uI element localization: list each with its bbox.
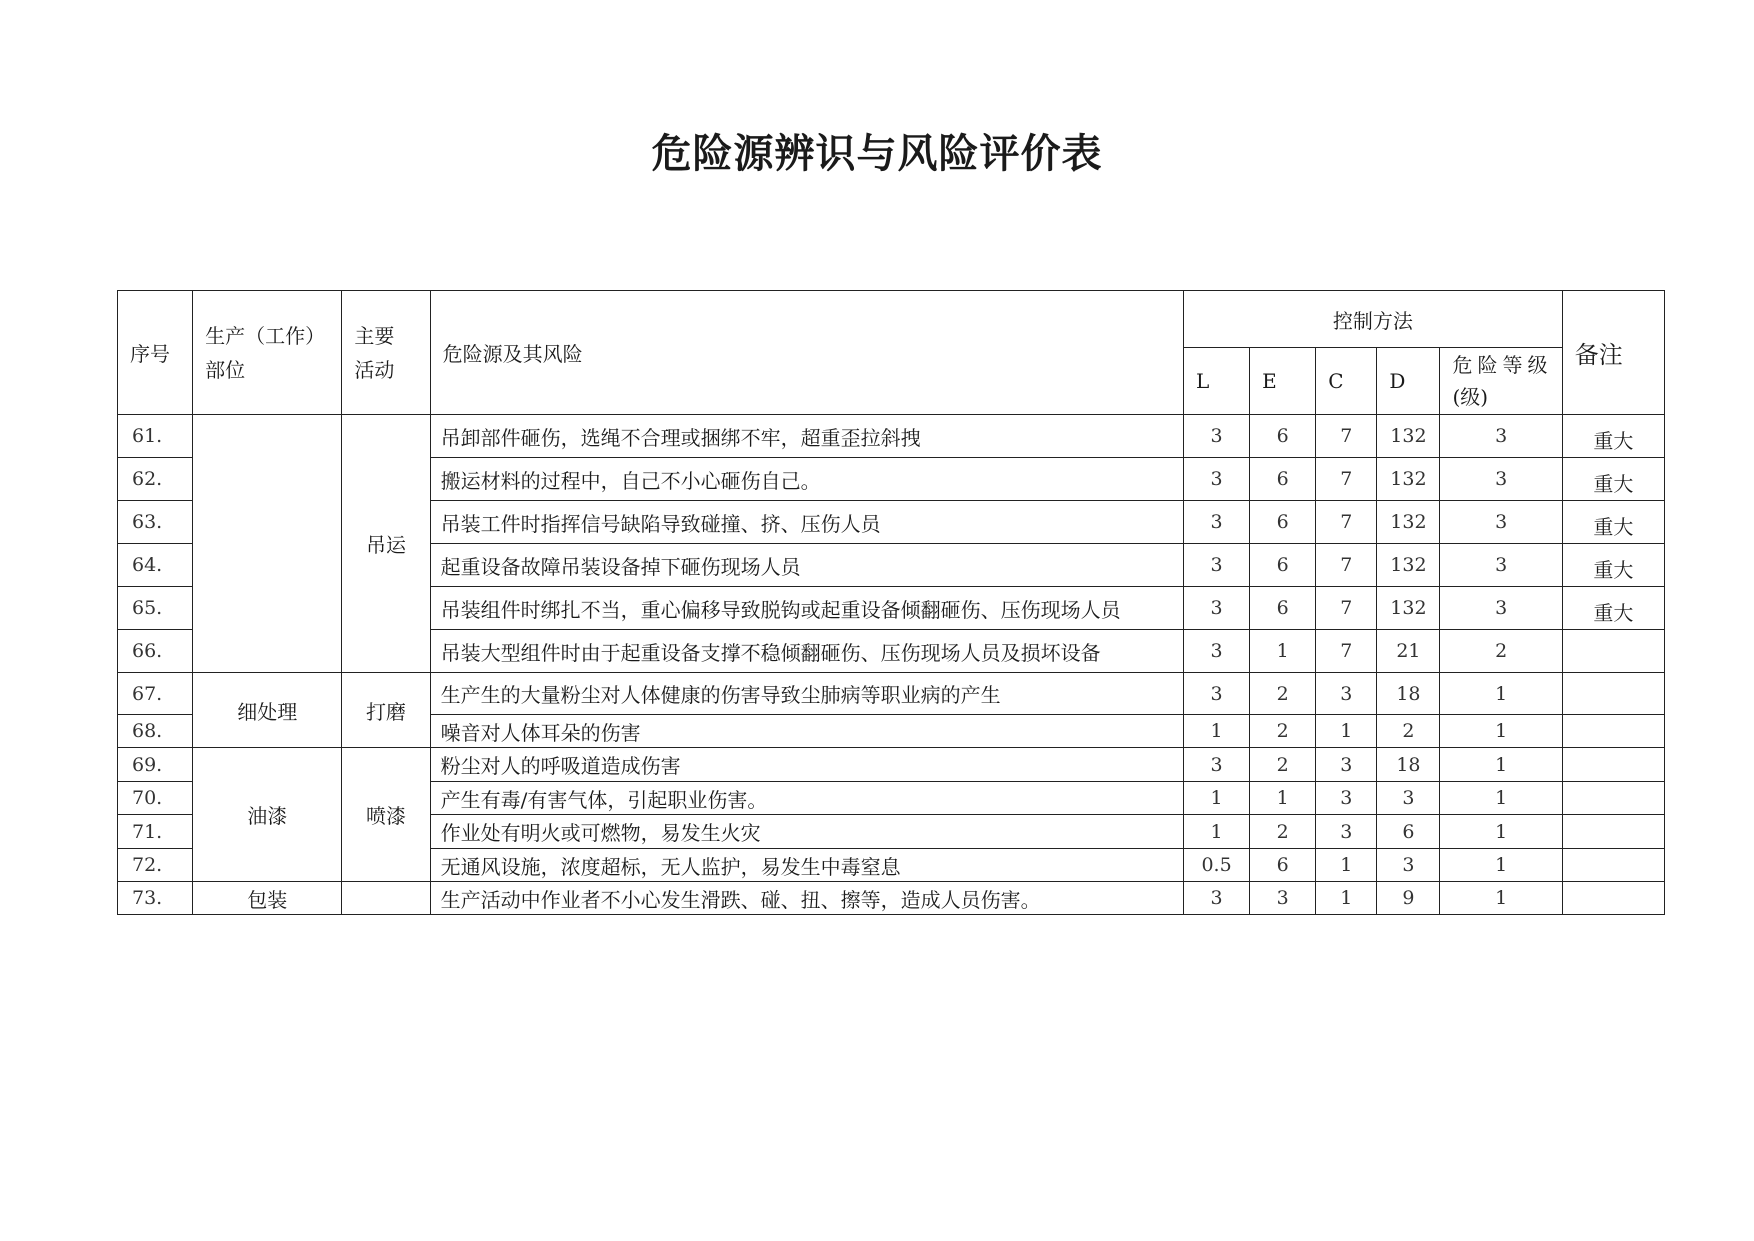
row-hazard: 产生有毒/有害气体，引起职业伤害。 [430, 782, 1183, 815]
header-dept [193, 291, 342, 415]
row-C: 3 [1316, 815, 1377, 849]
row-level: 3 [1440, 544, 1562, 587]
row-E: 1 [1250, 782, 1316, 815]
header-level [1440, 348, 1562, 415]
header-hazard: 危险源及其风险 [430, 291, 1183, 415]
header-dept-line1: 生产（工作） [205, 323, 326, 348]
row-D: 132 [1377, 501, 1440, 544]
row-E: 2 [1250, 673, 1316, 715]
row-C: 1 [1316, 849, 1377, 882]
row-seq: 61. [118, 415, 193, 458]
row-note [1562, 815, 1664, 849]
table-row [118, 882, 1665, 915]
row-hazard: 吊装工件时指挥信号缺陷导致碰撞、挤、压伤人员 [430, 501, 1183, 544]
row-hazard: 搬运材料的过程中，自己不小心砸伤自己。 [430, 458, 1183, 501]
row-C: 7 [1316, 415, 1377, 458]
row-note [1562, 715, 1664, 748]
row-C: 7 [1316, 587, 1377, 630]
row-D: 132 [1377, 415, 1440, 458]
row-L: 0.5 [1184, 849, 1250, 882]
row-level: 1 [1440, 815, 1562, 849]
row-level: 1 [1440, 882, 1562, 915]
row-note: 重大 [1562, 587, 1664, 630]
row-note: 重大 [1562, 501, 1664, 544]
header-dept-line2: 部位 [205, 357, 246, 382]
header-L: L [1184, 348, 1250, 415]
row-hazard: 吊装大型组件时由于起重设备支撑不稳倾翻砸伤、压伤现场人员及损坏设备 [430, 630, 1183, 673]
activity-cell: 打磨 [342, 673, 430, 748]
row-level: 2 [1440, 630, 1562, 673]
row-seq: 64. [118, 544, 193, 587]
row-hazard: 起重设备故障吊装设备掉下砸伤现场人员 [430, 544, 1183, 587]
table-row [118, 748, 1665, 782]
row-L: 3 [1184, 748, 1250, 782]
row-D: 18 [1377, 748, 1440, 782]
row-E: 6 [1250, 458, 1316, 501]
row-level: 1 [1440, 748, 1562, 782]
row-C: 7 [1316, 544, 1377, 587]
row-note: 重大 [1562, 415, 1664, 458]
row-hazard: 噪音对人体耳朵的伤害 [430, 715, 1183, 748]
row-level: 1 [1440, 673, 1562, 715]
row-seq: 65. [118, 587, 193, 630]
row-L: 3 [1184, 501, 1250, 544]
row-seq: 67. [118, 673, 193, 715]
header-C: C [1316, 348, 1377, 415]
header-row-1 [118, 291, 1665, 348]
header-seq: 序号 [118, 291, 193, 415]
table-row [118, 673, 1665, 715]
row-L: 3 [1184, 882, 1250, 915]
row-note [1562, 673, 1664, 715]
row-seq: 68. [118, 715, 193, 748]
row-E: 2 [1250, 748, 1316, 782]
header-activity-line2: 活动 [354, 357, 395, 382]
row-note: 重大 [1562, 458, 1664, 501]
row-E: 6 [1250, 849, 1316, 882]
row-C: 3 [1316, 782, 1377, 815]
header-activity-line1: 主要 [354, 323, 395, 348]
row-D: 132 [1377, 587, 1440, 630]
row-L: 3 [1184, 544, 1250, 587]
row-note: 重大 [1562, 544, 1664, 587]
row-level: 3 [1440, 458, 1562, 501]
row-note [1562, 782, 1664, 815]
row-C: 7 [1316, 630, 1377, 673]
header-control: 控制方法 [1184, 291, 1563, 348]
row-level: 3 [1440, 587, 1562, 630]
row-hazard: 无通风设施，浓度超标，无人监护，易发生中毒窒息 [430, 849, 1183, 882]
row-seq: 63. [118, 501, 193, 544]
row-seq: 71. [118, 815, 193, 849]
row-hazard: 粉尘对人的呼吸道造成伤害 [430, 748, 1183, 782]
row-seq: 66. [118, 630, 193, 673]
row-E: 2 [1250, 815, 1316, 849]
row-L: 1 [1184, 715, 1250, 748]
row-hazard: 生产生的大量粉尘对人体健康的伤害导致尘肺病等职业病的产生 [430, 673, 1183, 715]
dept-cell: 油漆 [193, 748, 342, 882]
dept-cell: 包装 [193, 882, 342, 915]
row-level: 3 [1440, 415, 1562, 458]
header-activity [342, 291, 430, 415]
row-C: 7 [1316, 501, 1377, 544]
row-level: 3 [1440, 501, 1562, 544]
row-D: 132 [1377, 544, 1440, 587]
row-E: 2 [1250, 715, 1316, 748]
header-level-line2: (级) [1452, 385, 1489, 409]
row-C: 7 [1316, 458, 1377, 501]
activity-cell: 喷漆 [342, 748, 430, 882]
row-D: 6 [1377, 815, 1440, 849]
header-E: E [1250, 348, 1316, 415]
row-D: 3 [1377, 782, 1440, 815]
row-level: 1 [1440, 715, 1562, 748]
row-L: 1 [1184, 782, 1250, 815]
row-E: 6 [1250, 544, 1316, 587]
row-D: 21 [1377, 630, 1440, 673]
dept-cell: 细处理 [193, 673, 342, 748]
row-D: 9 [1377, 882, 1440, 915]
row-note [1562, 630, 1664, 673]
row-hazard: 作业处有明火或可燃物，易发生火灾 [430, 815, 1183, 849]
row-C: 1 [1316, 715, 1377, 748]
header-level-line1: 危险等级 [1452, 353, 1553, 377]
row-E: 1 [1250, 630, 1316, 673]
row-L: 1 [1184, 815, 1250, 849]
row-note [1562, 748, 1664, 782]
row-E: 6 [1250, 415, 1316, 458]
row-D: 18 [1377, 673, 1440, 715]
row-C: 1 [1316, 882, 1377, 915]
risk-assessment-table [117, 290, 1665, 915]
row-level: 1 [1440, 849, 1562, 882]
row-seq: 70. [118, 782, 193, 815]
page-title: 危险源辨识与风险评价表 [651, 130, 1103, 177]
row-E: 3 [1250, 882, 1316, 915]
row-hazard: 吊装组件时绑扎不当，重心偏移导致脱钩或起重设备倾翻砸伤、压伤现场人员 [430, 587, 1183, 630]
row-L: 3 [1184, 673, 1250, 715]
row-hazard: 吊卸部件砸伤，选绳不合理或捆绑不牢，超重歪拉斜拽 [430, 415, 1183, 458]
row-hazard: 生产活动中作业者不小心发生滑跌、碰、扭、擦等，造成人员伤害。 [430, 882, 1183, 915]
row-seq: 62. [118, 458, 193, 501]
row-L: 3 [1184, 415, 1250, 458]
row-E: 6 [1250, 501, 1316, 544]
row-D: 3 [1377, 849, 1440, 882]
table-row [118, 415, 1665, 458]
row-C: 3 [1316, 748, 1377, 782]
row-D: 132 [1377, 458, 1440, 501]
row-seq: 72. [118, 849, 193, 882]
row-C: 3 [1316, 673, 1377, 715]
row-level: 1 [1440, 782, 1562, 815]
row-L: 3 [1184, 458, 1250, 501]
row-note [1562, 849, 1664, 882]
header-D: D [1377, 348, 1440, 415]
row-seq: 73. [118, 882, 193, 915]
header-note: 备注 [1562, 291, 1664, 415]
activity-cell: 吊运 [342, 415, 430, 673]
row-D: 2 [1377, 715, 1440, 748]
dept-cell-blank [193, 415, 342, 673]
row-E: 6 [1250, 587, 1316, 630]
row-seq: 69. [118, 748, 193, 782]
row-L: 3 [1184, 630, 1250, 673]
row-note [1562, 882, 1664, 915]
activity-cell-blank [342, 882, 430, 915]
row-L: 3 [1184, 587, 1250, 630]
